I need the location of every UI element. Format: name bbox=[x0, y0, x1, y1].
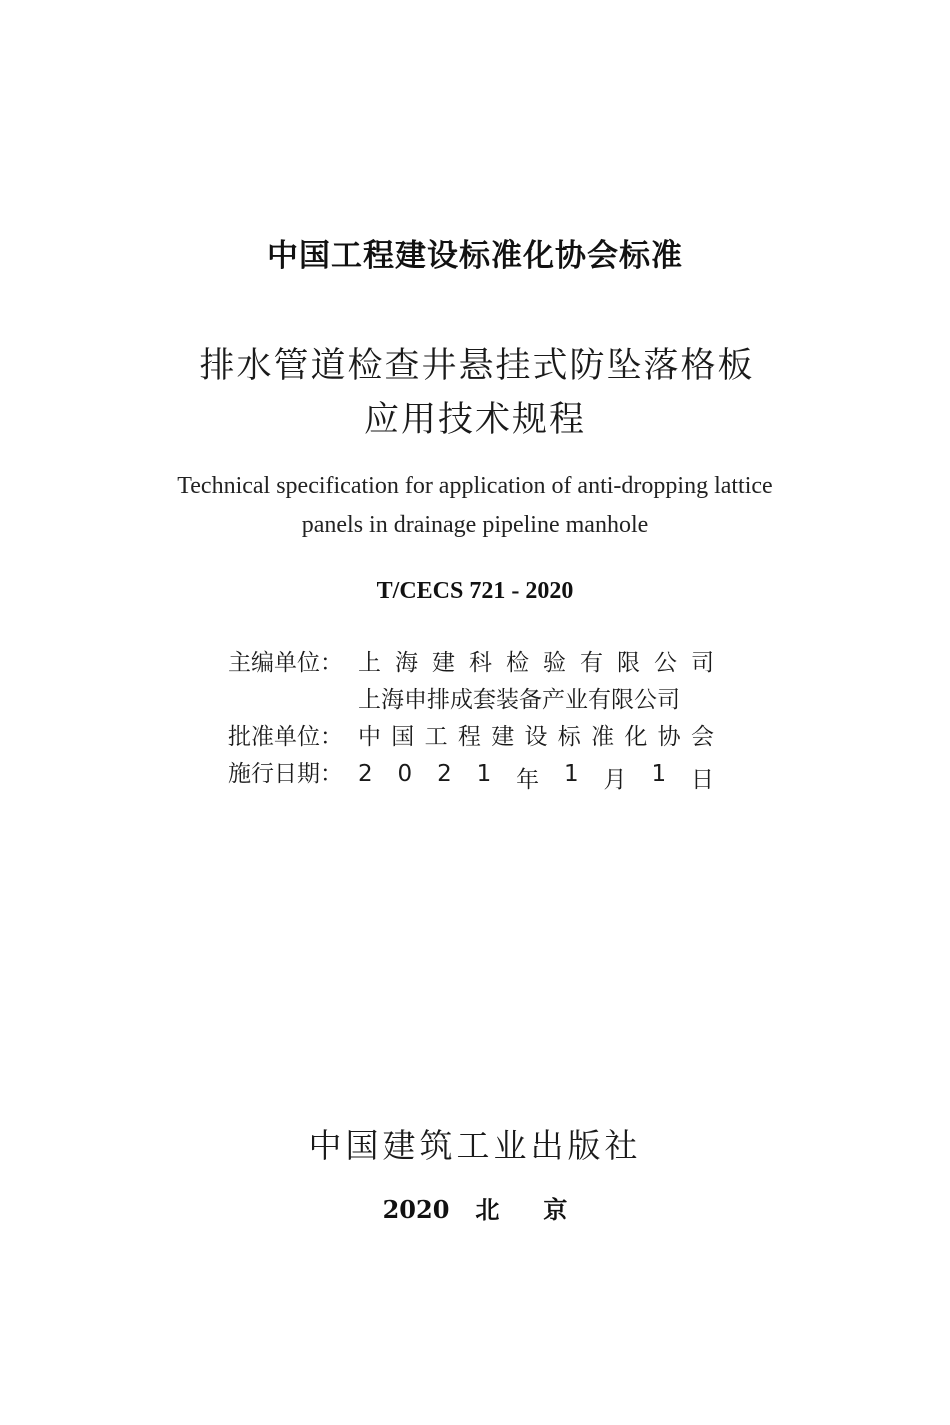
spread-char: 有 bbox=[580, 650, 603, 676]
spread-char: 1 bbox=[564, 761, 579, 787]
standard-code: T/CECS 721 - 2020 bbox=[376, 578, 574, 604]
spread-char: 国 bbox=[391, 724, 415, 750]
spread-char: 工 bbox=[424, 724, 448, 750]
spread-char: 1 bbox=[476, 761, 492, 787]
spread-char: 中 bbox=[358, 724, 381, 750]
info-table bbox=[228, 644, 728, 792]
date-row bbox=[228, 755, 728, 792]
spread-char: 会 bbox=[690, 724, 714, 750]
title-en-line2: panels in drainage pipeline manhole bbox=[301, 512, 649, 538]
spread-char: 标 bbox=[557, 724, 581, 750]
spread-char: 检 bbox=[506, 650, 529, 676]
spread-char: 准 bbox=[591, 724, 615, 750]
spread-char: 协 bbox=[657, 724, 681, 750]
spread-char: 2 bbox=[437, 761, 452, 787]
spread-char: 0 bbox=[397, 761, 413, 787]
spread-char: 上 bbox=[358, 650, 381, 676]
approver-org bbox=[358, 718, 714, 751]
title-en-line1: Technical specification for application of anti-dropping lattice bbox=[177, 473, 773, 499]
editor-org2: 上海申排成套装备产业有限公司 bbox=[358, 687, 680, 713]
editor-row-2 bbox=[228, 681, 728, 718]
spread-char: 月 bbox=[603, 767, 627, 793]
title-cn-line2: 应用技术规程 bbox=[363, 400, 586, 440]
spread-char: 验 bbox=[543, 650, 566, 676]
spread-char: 科 bbox=[469, 650, 492, 676]
editor-label: 主编单位： bbox=[228, 650, 343, 676]
spread-char: 公 bbox=[654, 650, 677, 676]
publication-year: 2020 bbox=[382, 1195, 450, 1224]
date-label: 施行日期： bbox=[228, 761, 343, 787]
title-cn-line1: 排水管道检查井悬挂式防坠落格板 bbox=[199, 346, 755, 386]
spread-char: 建 bbox=[491, 724, 515, 750]
editor-row bbox=[228, 644, 728, 681]
spread-char: 2 bbox=[358, 761, 373, 787]
publication-city: 北京 bbox=[475, 1195, 612, 1224]
effective-date bbox=[358, 761, 714, 794]
approver-label: 批准单位： bbox=[228, 724, 343, 750]
spread-char: 日 bbox=[690, 767, 714, 793]
spread-char: 化 bbox=[624, 724, 648, 750]
editor-org1 bbox=[358, 644, 714, 677]
association-title: 中国工程建设标准化协会标准 bbox=[267, 238, 683, 274]
publisher: 中国建筑工业出版社 bbox=[308, 1126, 642, 1165]
spread-char: 1 bbox=[651, 761, 667, 787]
spread-char: 海 bbox=[395, 650, 418, 676]
spread-char: 限 bbox=[617, 650, 640, 676]
publication-place bbox=[0, 1190, 950, 1225]
spread-char: 设 bbox=[524, 724, 548, 750]
spread-char: 年 bbox=[516, 767, 540, 793]
approver-row bbox=[228, 718, 728, 755]
spread-char: 建 bbox=[432, 650, 455, 676]
spread-char: 程 bbox=[457, 724, 481, 750]
spread-char: 司 bbox=[691, 650, 714, 676]
